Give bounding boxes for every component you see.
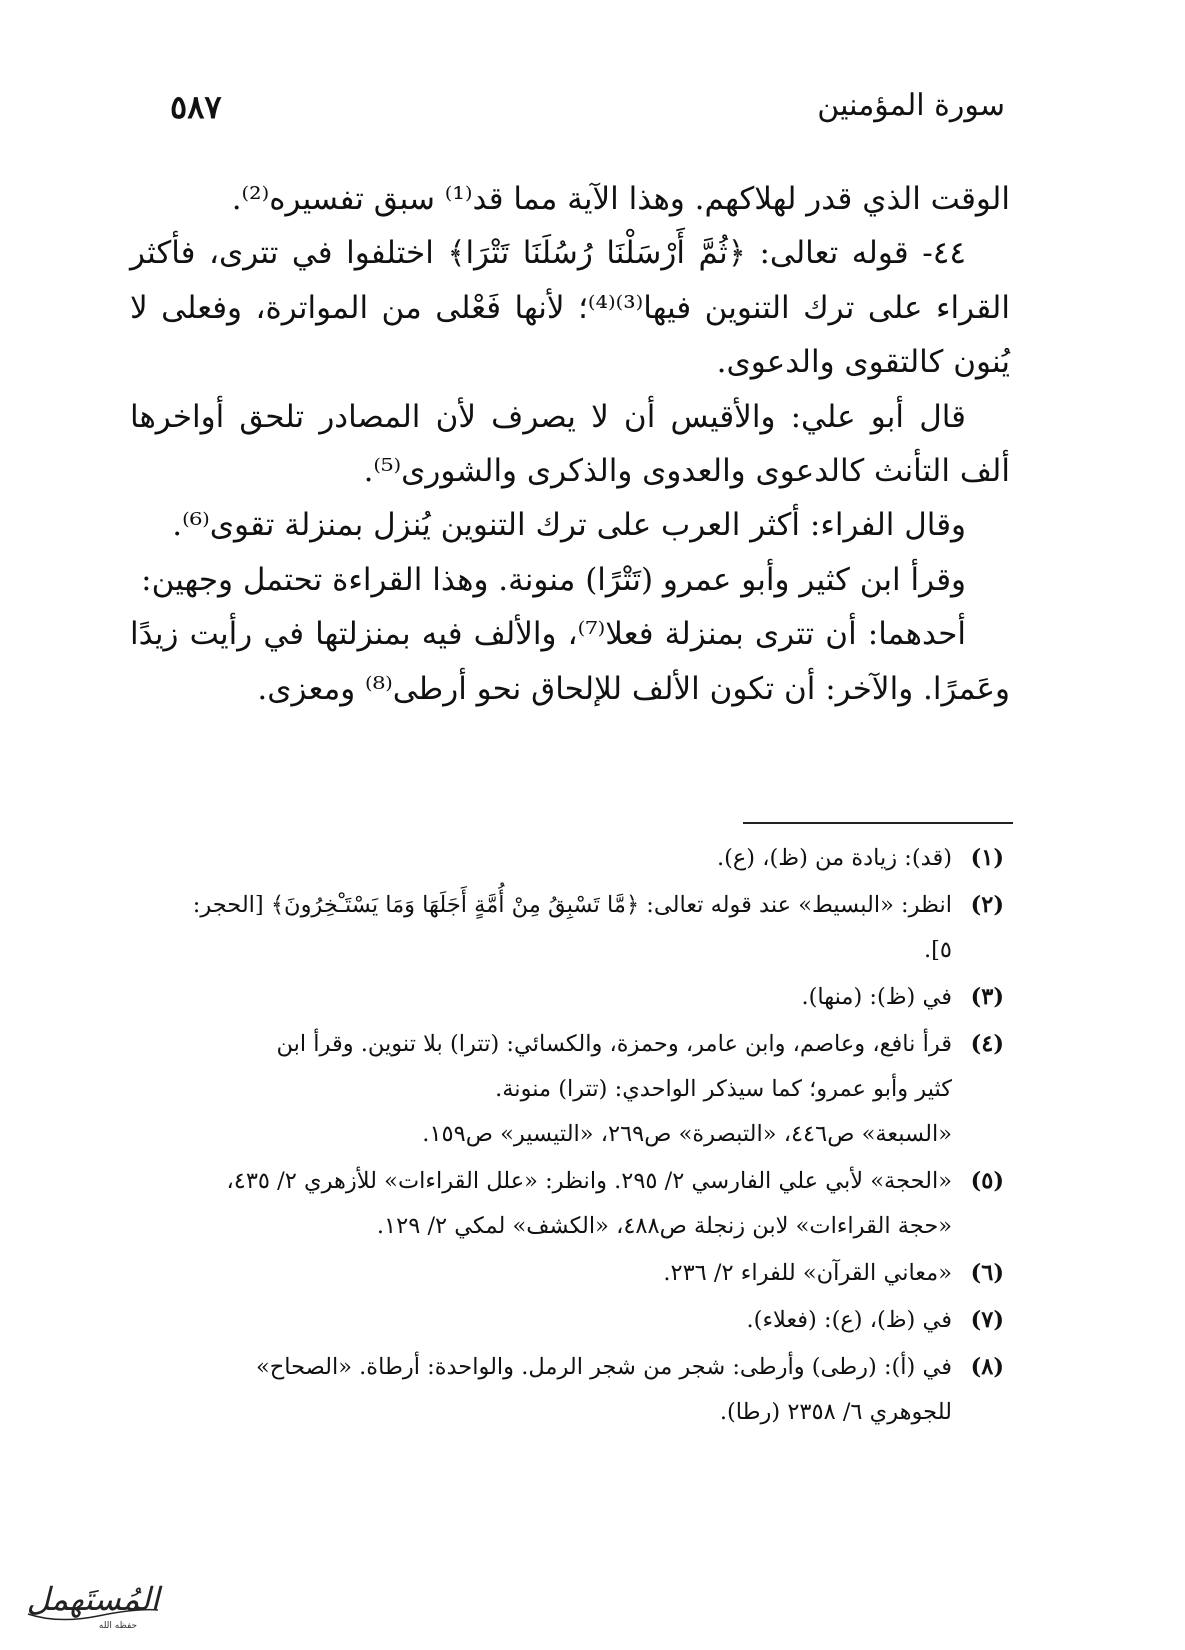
footnote-number: (٤) xyxy=(970,1031,1004,1057)
footnote-text: «حجة القراءات» لابن زنجلة ص٤٨٨، «الكشف» لمكي ٢/ ١٢٩. xyxy=(376,1213,952,1239)
paragraph: أحدهما: أن تترى بمنزلة فعلا⁽⁷⁾، والألف فيه بمنزلتها في رأيت زيدًا وعَمرًا. والآخر: أن تكون الألف للإلحاق نحو أرطى⁽⁸⁾ ومعزى. xyxy=(130,616,1010,707)
logo-subtext: حفظه الله xyxy=(98,1621,138,1631)
footnote-divider xyxy=(743,822,1013,824)
paragraph: الوقت الذي قدر لهلاكهم. وهذا الآية مما قد⁽¹⁾ سبق تفسيره⁽²⁾. xyxy=(231,181,1010,217)
footnote xyxy=(130,1159,1012,1249)
footnote-number: (١) xyxy=(970,845,1004,871)
footnote xyxy=(130,1022,1012,1157)
footnote-number: (٥) xyxy=(970,1168,1004,1194)
footnote-text: «السبعة» ص٤٤٦، «التبصرة» ص٢٦٩، «التيسير» ص١٥٩. xyxy=(422,1121,952,1147)
footnote-text: في (ظ): (منها). xyxy=(801,984,952,1010)
footnotes xyxy=(130,836,1012,1437)
footnote-text: (قد): زيادة من (ظ)، (ع). xyxy=(716,845,952,871)
footnote xyxy=(130,1345,1012,1435)
footnote xyxy=(130,1251,1012,1296)
footnote xyxy=(130,883,1012,973)
footnote-number: (٢) xyxy=(970,892,1004,918)
logo-text: المُستَهمل xyxy=(26,1580,160,1618)
page-header xyxy=(170,88,1005,148)
footnote-number: (٧) xyxy=(970,1307,1004,1333)
main-text xyxy=(130,172,1010,716)
footnote-text: للجوهري ٦/ ٢٣٥٨ (رطا). xyxy=(719,1399,952,1425)
publisher-logo xyxy=(18,1570,168,1632)
footnote xyxy=(130,975,1012,1020)
footnote-text: ٥]. xyxy=(923,937,952,963)
paragraph: وقرأ ابن كثير وأبو عمرو (تَتْرًا) منونة. وهذا القراءة تحتمل وجهين: xyxy=(141,561,966,598)
footnote-number: (٣) xyxy=(970,984,1004,1010)
footnote-text: قرأ نافع، وعاصم، وابن عامر، وحمزة، والكسائي: (تترا) بلا تنوين. وقرأ ابن xyxy=(276,1031,952,1057)
footnote-text: «معاني القرآن» للفراء ٢/ ٢٣٦. xyxy=(663,1260,952,1286)
footnote-text: «الحجة» لأبي علي الفارسي ٢/ ٢٩٥. وانظر: «علل القراءات» للأزهري ٢/ ٤٣٥، xyxy=(226,1168,952,1194)
footnote xyxy=(130,1298,1012,1343)
paragraph: قال أبو علي: والأقيس أن لا يصرف لأن المصادر تلحق أواخرها ألف التأنث كالدعوى والعدوى والذكرى والشورى⁽⁵⁾. xyxy=(130,398,1010,490)
paragraph: ٤٤- قوله تعالى: ﴿ثُمَّ أَرْسَلْنَا رُسُلَنَا تَتْرَا﴾ اختلفوا في تترى، فأكثر القراء على ترك التنوين فيها⁽³⁾⁽⁴⁾؛ لأنها فَعْلى من المواترة، وفعلى لا يُنون كالتقوى والدعوى. xyxy=(130,235,1010,381)
footnote xyxy=(130,836,1012,881)
footnote-text: انظر: «البسيط» عند قوله تعالى: ﴿مَّا تَسْبِقُ مِنْ أُمَّةٍ أَجَلَهَا وَمَا يَسْتَـْخِرُونَ﴾ [الحجر: xyxy=(192,892,952,918)
footnote-text: كثير وأبو عمرو؛ كما سيذكر الواحدي: (تترا) منونة. xyxy=(495,1076,952,1102)
footnote-text: في (أ): (رطى) وأرطى: شجر من شجر الرمل. والواحدة: أرطاة. «الصحاح» xyxy=(255,1354,952,1380)
footnote-number: (٦) xyxy=(970,1260,1004,1286)
footnote-number: (٨) xyxy=(970,1354,1004,1380)
page-number: ٥٨٧ xyxy=(170,88,222,126)
footnote-text: في (ظ)، (ع): (فعلاء). xyxy=(746,1307,952,1333)
surah-title: سورة المؤمنين xyxy=(817,88,1005,123)
paragraph: وقال الفراء: أكثر العرب على ترك التنوين يُنزل بمنزلة تقوى⁽⁶⁾. xyxy=(172,507,966,544)
